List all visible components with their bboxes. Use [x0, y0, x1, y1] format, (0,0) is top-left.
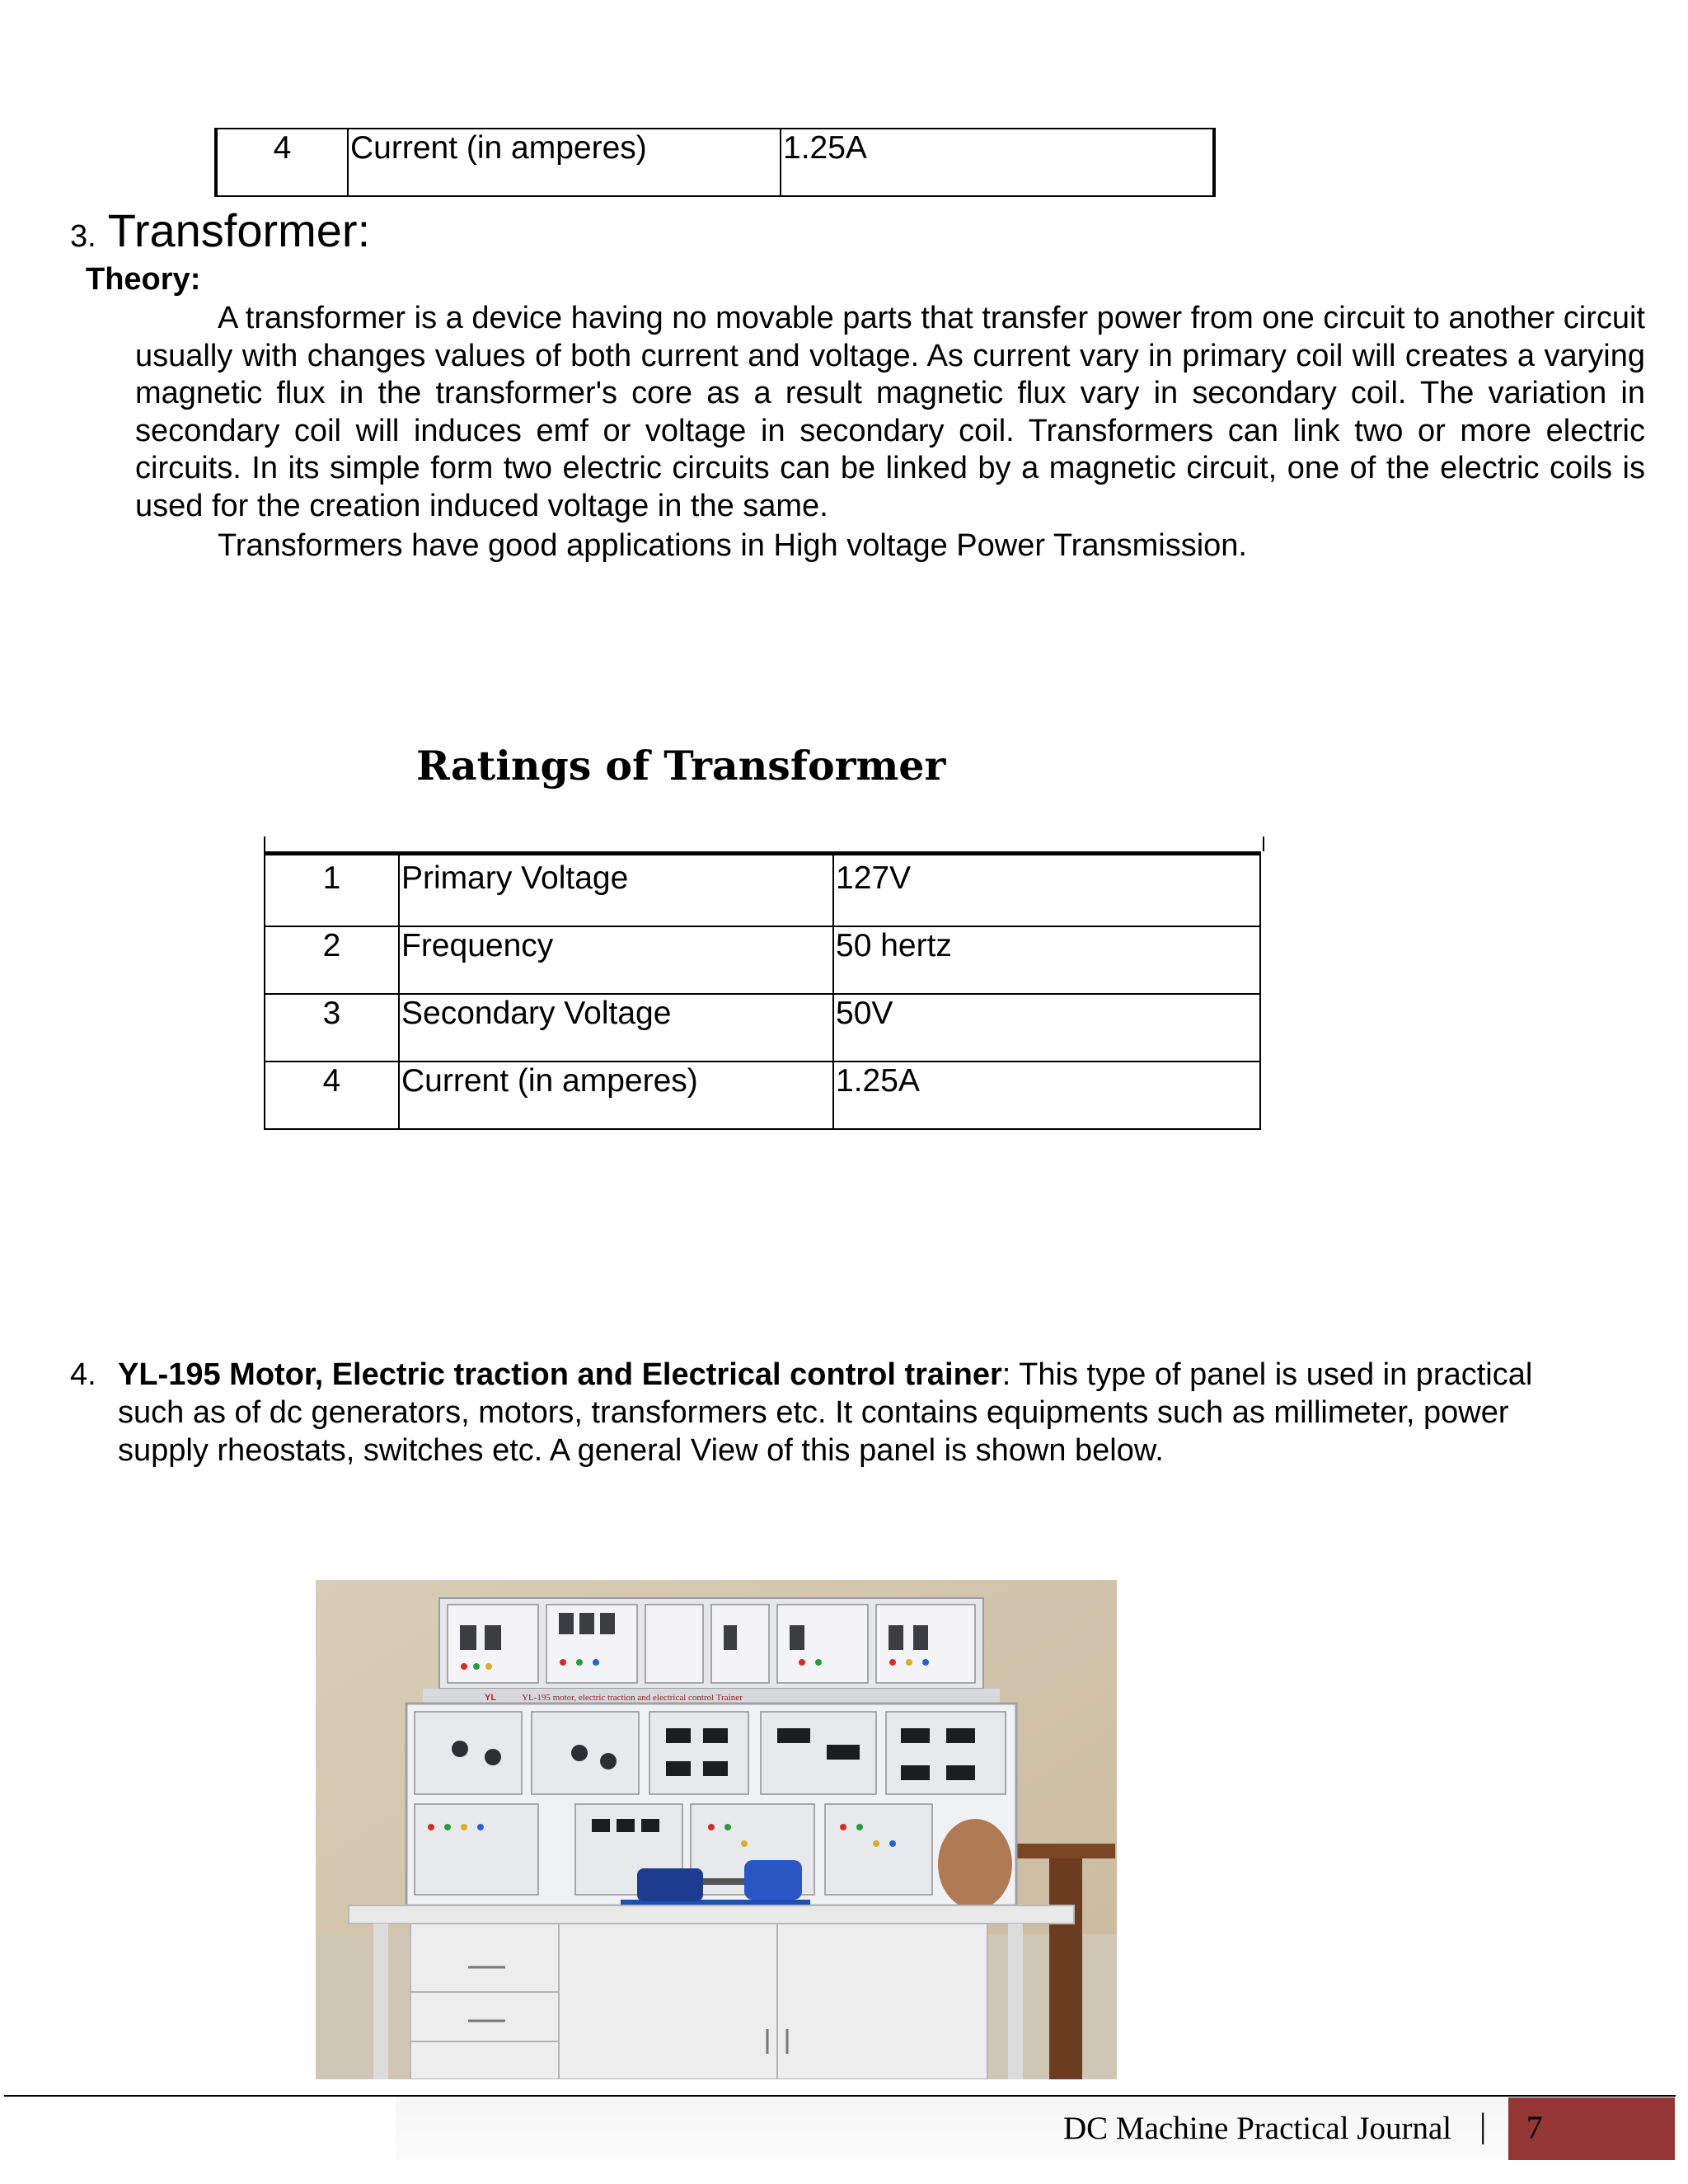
- theory-paragraph-applications: Transformers have good applications in High voltage Power Transmission.: [218, 528, 1247, 563]
- section-title: Transformer:: [107, 204, 371, 256]
- trainer-panel-photo: [316, 1580, 1117, 2079]
- row-number: 2: [265, 926, 399, 994]
- trainer-title: YL-195 Motor, Electric traction and Electrical control trainer: [118, 1357, 1002, 1392]
- row-number: 4: [265, 1062, 399, 1129]
- table-top-rule: [264, 837, 1264, 851]
- ratings-table: [264, 851, 1261, 1130]
- theory-paragraph: A transformer is a device having no movable parts that transfer power from one circuit to another circuit usually with changes values of both current and voltage. As current vary in primary coil will creates a varying magnetic flux in the transformer's core as a result magnetic flux vary in secondary coil. The variation in secondary coil will induces emf or voltage in secondary coil. Transformers can link two or more electric circuits. In its simple form two electric circuits can be linked by a magnetic circuit, one of the electric coils is used for the creation induced voltage in the same.: [135, 301, 1645, 523]
- table-row: [216, 129, 1214, 196]
- row-label: Current (in amperes): [399, 1062, 833, 1129]
- section-number: 3.: [70, 219, 96, 254]
- row-label: Frequency: [399, 926, 833, 994]
- row-label: Primary Voltage: [399, 854, 833, 927]
- footer-separator: |: [1479, 2107, 1487, 2145]
- trainer-text: supply rheostats, switches etc. A general View of this panel is shown below.: [118, 1433, 1164, 1468]
- row-label: Current (in amperes): [348, 129, 781, 196]
- row-value: 1.25A: [781, 129, 1214, 196]
- row-value: 50V: [833, 994, 1260, 1062]
- row-value: 127V: [833, 854, 1260, 927]
- panel-banner-text: YL-195 motor, electric traction and electrical control Trainer: [522, 1693, 743, 1703]
- trainer-text: such as of dc generators, motors, transformers etc. It contains equipments such as millimeter, power: [118, 1395, 1509, 1430]
- table-row: [265, 994, 1260, 1062]
- table-row: [265, 1062, 1260, 1129]
- section-trainer-description: [70, 1356, 1636, 1469]
- row-number: 4: [216, 129, 348, 196]
- section-heading-transformer: [70, 204, 370, 263]
- row-number: 1: [265, 854, 399, 927]
- footer-journal-title: DC Machine Practical Journal: [1063, 2111, 1452, 2146]
- section-number: 4.: [70, 1357, 96, 1392]
- continued-table: [214, 128, 1216, 197]
- row-label: Secondary Voltage: [399, 994, 833, 1062]
- trainer-text: : This type of panel is used in practical: [1001, 1357, 1533, 1392]
- page-number: 7: [1508, 2097, 1675, 2160]
- row-value: 1.25A: [833, 1062, 1260, 1129]
- footer-rule: [4, 2095, 1676, 2097]
- panel-logo: YL: [485, 1693, 497, 1703]
- ratings-title: Ratings of Transformer: [416, 742, 946, 790]
- row-number: 3: [265, 994, 399, 1062]
- row-value: 50 hertz: [833, 926, 1260, 994]
- theory-label: Theory:: [86, 262, 201, 297]
- table-row: [265, 854, 1260, 927]
- table-row: [265, 926, 1260, 994]
